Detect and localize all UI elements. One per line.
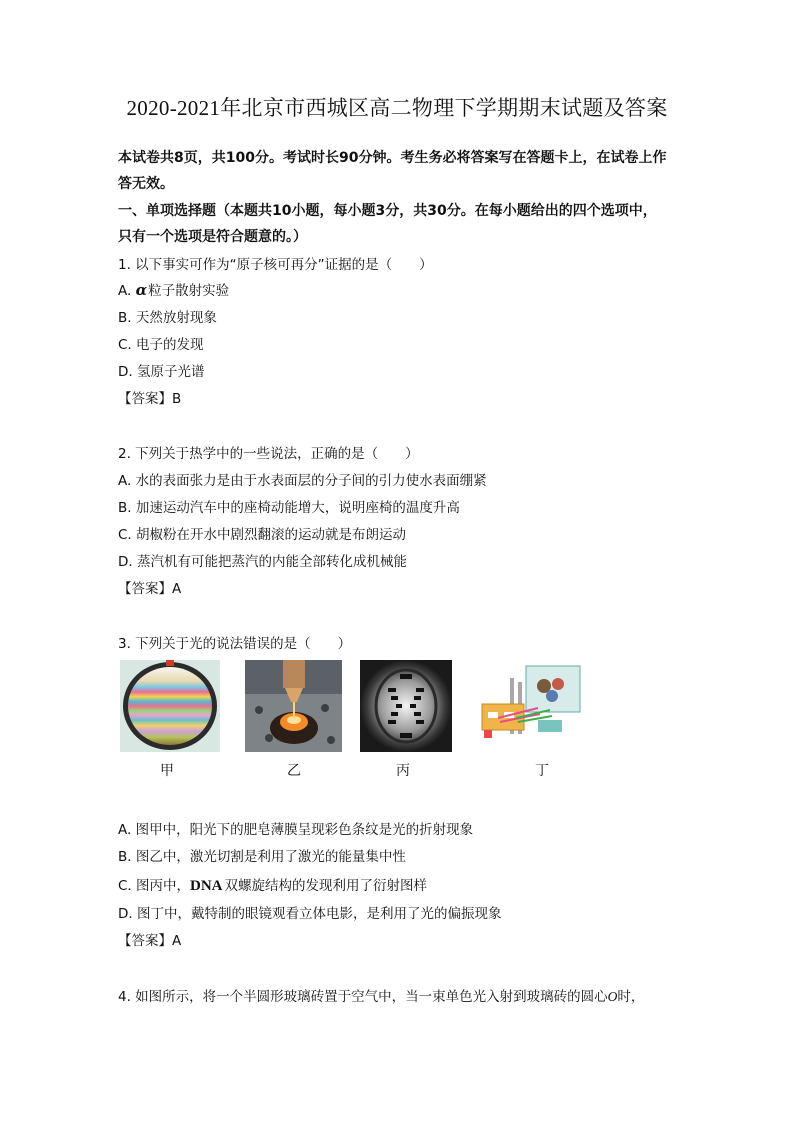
q3-option-b: B. 图乙中，激光切割是利用了激光的能量集中性 bbox=[118, 849, 406, 865]
laser-cutting-figure bbox=[245, 660, 342, 752]
q3-option-c-text: 双螺旋结构的发现利用了衍射图样 bbox=[224, 878, 428, 894]
dna-diffraction-figure bbox=[360, 660, 452, 752]
q3-option-a: A. 图甲中，阳光下的肥皂薄膜呈现彩色条纹是光的折射现象 bbox=[118, 822, 474, 838]
q3-option-c-label: C. 图丙中， bbox=[118, 878, 191, 894]
q1-option-d: D. 氢原子光谱 bbox=[118, 364, 205, 380]
page-title: 2020-2021年北京市西城区高二物理下学期期末试题及答案 bbox=[126, 96, 668, 120]
q4-stem bbox=[118, 985, 644, 1005]
q4-stem-start: 4. 如图所示，将一个半圆形玻璃砖置于空气中，当一束单色光入射到玻璃砖的圆心 bbox=[118, 989, 608, 1005]
intro-line-2: 答无效。 bbox=[118, 176, 174, 192]
q1-option-a-text: 粒子散射实验 bbox=[148, 283, 230, 299]
q1-option-b: B. 天然放射现象 bbox=[118, 310, 217, 326]
q1-option-c: C. 电子的发现 bbox=[118, 337, 204, 353]
q3-answer: 【答案】A bbox=[118, 933, 182, 949]
q1-option-a bbox=[118, 279, 229, 299]
q2-option-c: C. 胡椒粉在开水中剧烈翻滚的运动就是布朗运动 bbox=[118, 527, 407, 543]
figure-caption-ding: 丁 bbox=[535, 763, 549, 779]
center-o-symbol: O bbox=[607, 989, 618, 1004]
q3-option-c bbox=[118, 874, 427, 895]
figure-caption-bing: 丙 bbox=[396, 763, 410, 779]
q2-stem: 2. 下列关于热学中的一些说法，正确的是（ ） bbox=[118, 446, 419, 462]
q2-option-a: A. 水的表面张力是由于水表面层的分子间的引力使水表面绷紧 bbox=[118, 473, 487, 489]
alpha-symbol: α bbox=[135, 281, 148, 299]
q1-stem: 1. 以下事实可作为“原子核可再分”证据的是（ ） bbox=[118, 257, 433, 273]
figure-caption-jia: 甲 bbox=[160, 763, 174, 779]
q3-stem: 3. 下列关于光的说法错误的是（ ） bbox=[118, 636, 352, 652]
q2-option-d: D. 蒸汽机有可能把蒸汽的内能全部转化成机械能 bbox=[118, 554, 407, 570]
section-heading-line-1: 一、单项选择题（本题共10小题，每小题3分，共30分。在每小题给出的四个选项中， bbox=[118, 203, 657, 219]
q2-option-b: B. 加速运动汽车中的座椅动能增大，说明座椅的温度升高 bbox=[118, 500, 460, 516]
q3-option-d: D. 图丁中，戴特制的眼镜观看立体电影，是利用了光的偏振现象 bbox=[118, 906, 502, 922]
q2-answer: 【答案】A bbox=[118, 581, 182, 597]
section-heading-line-2: 只有一个选项是符合题意的。） bbox=[118, 229, 307, 245]
soap-film-figure bbox=[120, 660, 220, 752]
dna-symbol: DNA bbox=[190, 878, 223, 894]
q1-option-a-label: A. bbox=[118, 283, 132, 299]
q1-answer: 【答案】B bbox=[118, 391, 182, 407]
intro-line-1: 本试卷共8页，共100分。考试时长90分钟。考生务必将答案写在答题卡上，在试卷上作 bbox=[118, 150, 667, 166]
3d-movie-figure bbox=[478, 660, 582, 752]
figure-caption-yi: 乙 bbox=[287, 763, 301, 779]
q4-stem-end: 时， bbox=[617, 989, 645, 1005]
